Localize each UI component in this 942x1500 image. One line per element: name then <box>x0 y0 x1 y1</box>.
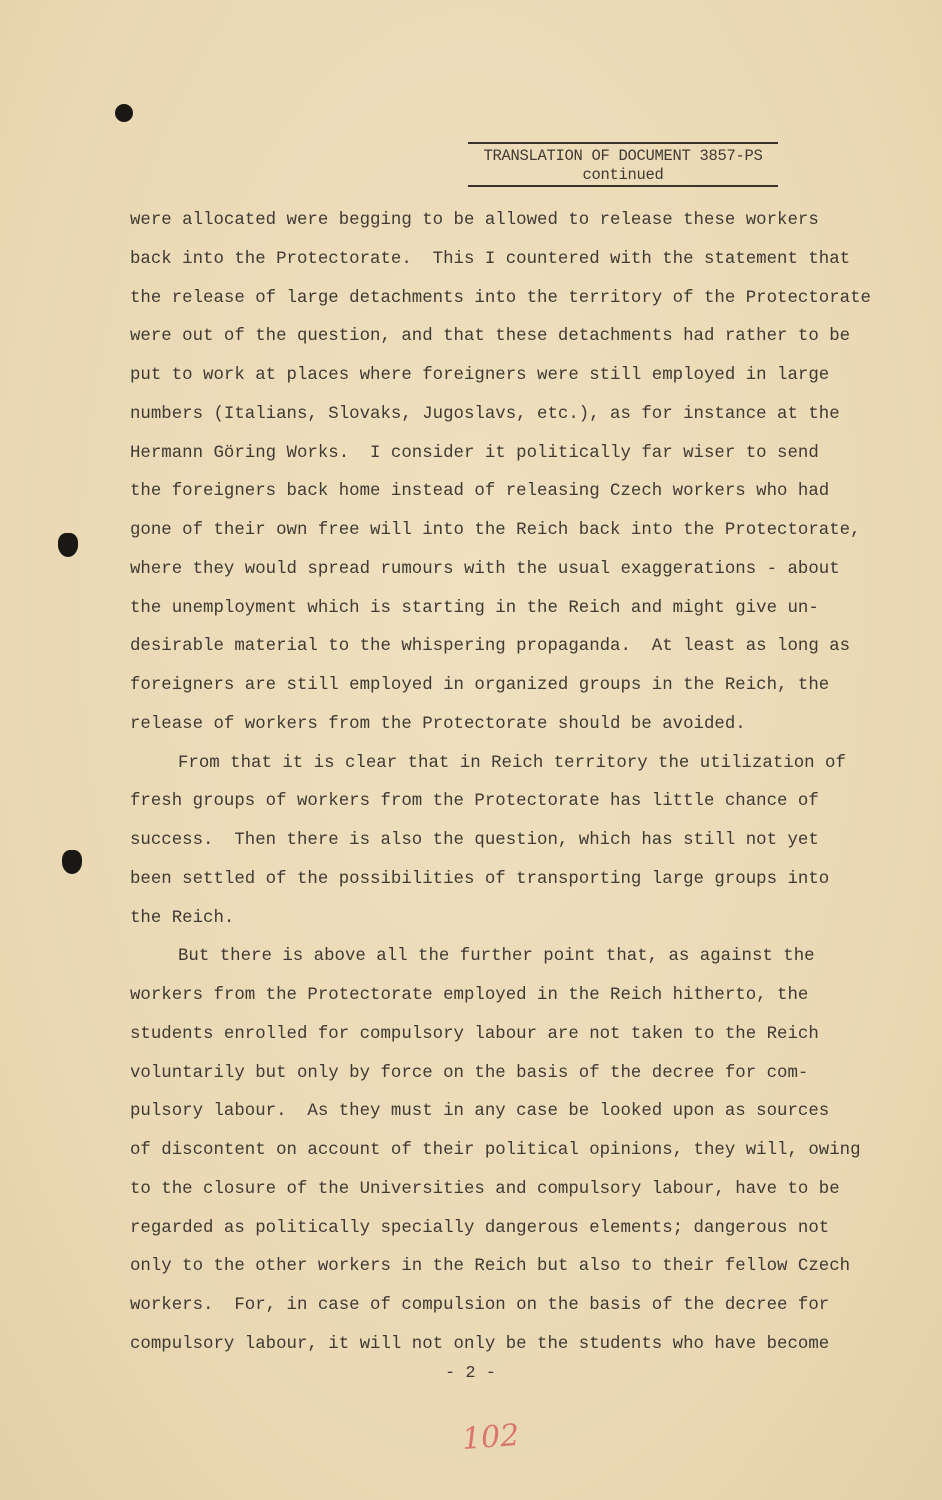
text-line: gone of their own free will into the Reich back into the Protectorate, <box>130 521 861 540</box>
paragraph <box>130 745 846 939</box>
text-line: were out of the question, and that these detachments had rather to be <box>130 327 851 347</box>
text-line: pulsory labour. As they must in any case be looked upon as sources <box>130 1102 830 1122</box>
text-line: put to work at places where foreigners were still employed in large <box>130 366 830 385</box>
paragraph <box>130 202 871 745</box>
header-rule <box>468 185 778 187</box>
page-number: - 2 - <box>445 1364 497 1383</box>
punch-hole <box>58 533 78 557</box>
text-line: From that it is clear that in Reich territory the utilization of <box>178 753 846 773</box>
text-line: compulsory labour, it will not only be the students who have become <box>130 1334 830 1354</box>
text-line: numbers (Italians, Slovaks, Jugoslavs, etc.), as for instance at the <box>130 404 840 424</box>
text-line: the Reich. <box>130 908 235 928</box>
text-line: workers from the Protectorate employed in the Reich hitherto, the <box>130 986 809 1005</box>
text-line: voluntarily but only by force on the basis of the decree for com- <box>130 1063 809 1083</box>
text-line: the foreigners back home instead of releasing Czech workers who had <box>130 482 830 502</box>
header-rule <box>468 142 778 144</box>
text-line: where they would spread rumours with the usual exaggerations - about <box>130 559 840 579</box>
text-line: the release of large detachments into the territory of the Protectorate <box>130 288 871 308</box>
handwritten-page-number: 102 <box>460 1418 521 1457</box>
text-line: students enrolled for compulsory labour are not taken to the Reich <box>130 1024 819 1044</box>
paragraph <box>130 938 861 1364</box>
text-line: were allocated were begging to be allowed to release these workers <box>130 211 819 230</box>
text-line: foreigners are still employed in organized groups in the Reich, the <box>130 676 830 695</box>
text-line: success. Then there is also the question, which has still not yet <box>130 831 819 850</box>
punch-hole <box>62 850 82 874</box>
document-header <box>468 142 778 187</box>
text-line: Hermann Göring Works. I consider it politically far wiser to send <box>130 443 819 463</box>
text-line: regarded as politically specially dangerous elements; dangerous not <box>130 1218 830 1238</box>
text-line: desirable material to the whispering propaganda. At least as long as <box>130 637 851 657</box>
text-line: only to the other workers in the Reich but also to their fellow Czech <box>130 1257 851 1277</box>
text-line: to the closure of the Universities and compulsory labour, have to be <box>130 1179 840 1199</box>
document-body <box>130 202 871 1365</box>
text-line: the unemployment which is starting in the Reich and might give un- <box>130 598 819 618</box>
punch-hole <box>115 104 133 122</box>
header-subtitle: continued <box>582 166 664 184</box>
text-line: workers. For, in case of compulsion on the basis of the decree for <box>130 1296 830 1315</box>
text-line: of discontent on account of their political opinions, they will, owing <box>130 1141 861 1160</box>
text-line: fresh groups of workers from the Protectorate has little chance of <box>130 792 819 812</box>
text-line: back into the Protectorate. This I countered with the statement that <box>130 249 851 269</box>
text-line: been settled of the possibilities of transporting large groups into <box>130 869 830 889</box>
text-line: But there is above all the further point that, as against the <box>178 947 815 967</box>
header-title: TRANSLATION OF DOCUMENT 3857-PS <box>483 147 763 165</box>
text-line: release of workers from the Protectorate should be avoided. <box>130 714 746 734</box>
